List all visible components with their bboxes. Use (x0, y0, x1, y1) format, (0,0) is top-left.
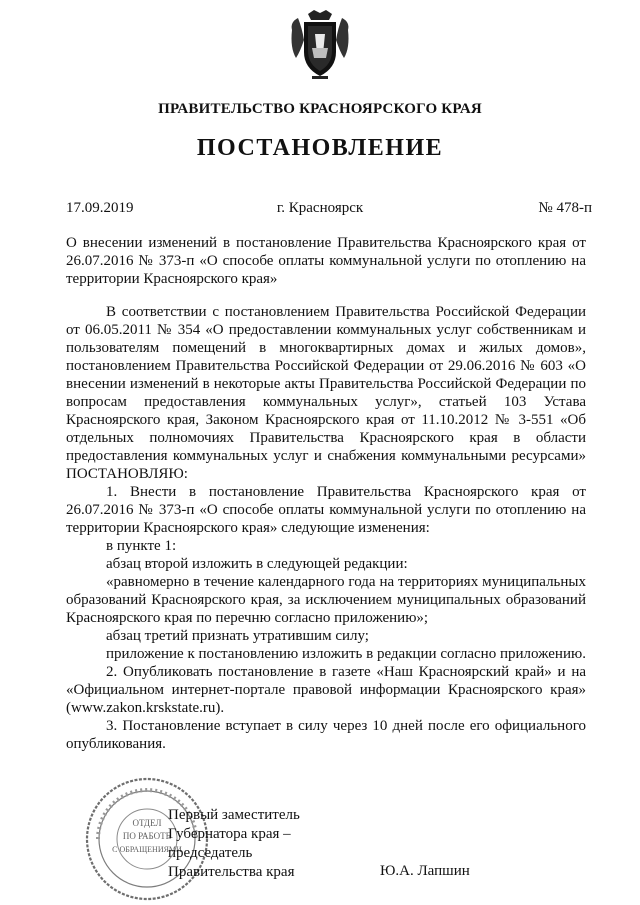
signatory-line-4: Правительства края (168, 864, 295, 880)
document-number: № 478-п (538, 200, 592, 216)
clause-3: 3. Постановление вступает в силу через 10 дней после его официального опубликования. (66, 718, 586, 752)
document-city: г. Красноярск (276, 200, 364, 216)
signatory-line-2: Губернатора края – (168, 826, 291, 842)
document-subject: О внесении изменений в постановление Правительства Красноярского края от 26.07.2016 № 373-п «О способе оплаты коммунальной услуги по отоплению на территории Красноярского края» (66, 235, 586, 287)
stamp-text-1: ОТДЕЛ (132, 818, 162, 828)
document-date: 17.09.2019 (66, 200, 134, 216)
clause-1-point: в пункте 1: (106, 538, 177, 554)
clause-1-item-c: приложение к постановлению изложить в редакции согласно приложению. (106, 646, 586, 662)
signatory-name: Ю.А. Лапшин (380, 863, 470, 879)
preamble-paragraph: В соответствии с постановлением Правительства Российской Федерации от 06.05.2011 № 354 «О предоставлении коммунальных услуг собственникам и пользователям помещений в многоквартирных домах и жилых домов», постановлением Правительства Российской Федерации от 29.06.2016 № 603 «О внесении изменений в некоторые акты Правительства Российской Федерации по вопросам предоставления коммунальных услуг», статьей 103 Устава Красноярского края, Законом Красноярского края от 11.10.2012 № 3-551 «Об отдельных полномочиях Правительства Красноярского края в области предоставления коммунальных услуг и снабжения коммунальными ресурсами» ПОСТАНОВЛЯЮ: (66, 304, 586, 482)
clause-1-item-a: абзац второй изложить в следующей редакции: (106, 556, 408, 572)
signatory-line-1: Первый заместитель (168, 807, 300, 823)
stamp-text-2: ПО РАБОТЕ (122, 831, 172, 841)
document-body (66, 303, 586, 753)
document-type: ПОСТАНОВЛЕНИЕ (196, 135, 444, 161)
coat-of-arms-icon (288, 8, 352, 82)
signatory-title (168, 806, 300, 882)
clause-1-item-b: абзац третий признать утратившим силу; (106, 628, 369, 644)
organization-title: ПРАВИТЕЛЬСТВО КРАСНОЯРСКОГО КРАЯ (158, 101, 482, 117)
stamp-text-3: С ОБРАЩЕНИЯМИ (112, 845, 182, 854)
signatory-line-3: председатель (168, 845, 253, 861)
clause-2: 2. Опубликовать постановление в газете «Наш Красноярский край» и на «Официальном интернет-портале правовой информации Красноярского края» (www.zakon.krskstate.ru). (66, 664, 586, 716)
clause-1-quote: «равномерно в течение календарного года на территориях муниципальных образований Красноярского края, за исключением муниципальных образований Красноярского края по перечню согласно приложению»; (66, 574, 586, 626)
clause-1: 1. Внести в постановление Правительства Красноярского края от 26.07.2016 № 373-п «О способе оплаты коммунальной услуги по отоплению на территории Красноярского края» следующие изменения: (66, 484, 586, 536)
